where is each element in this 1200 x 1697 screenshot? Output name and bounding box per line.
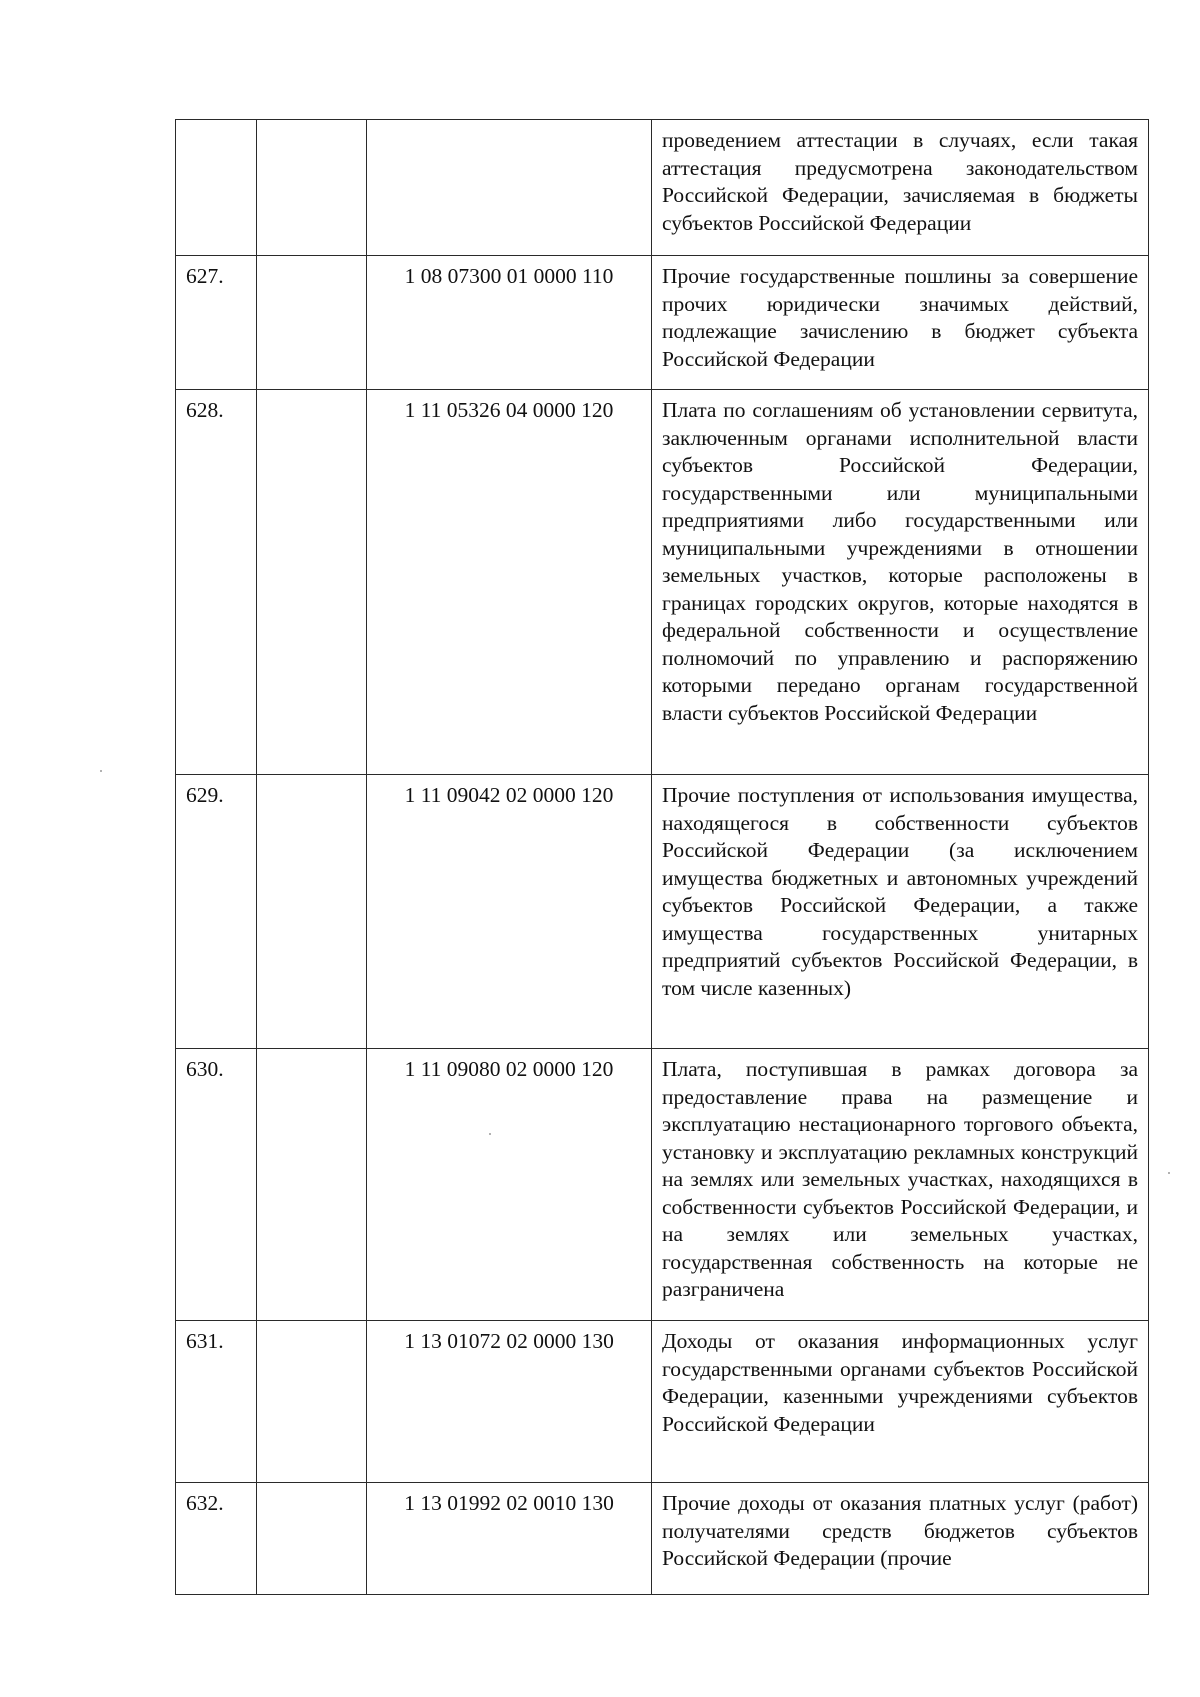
- table-row: [176, 1483, 1149, 1595]
- row-number: 631.: [176, 1321, 257, 1483]
- table-row: [176, 390, 1149, 775]
- row-number: 627.: [176, 256, 257, 390]
- revenue-code: 1 11 05326 04 0000 120: [367, 390, 652, 775]
- code-cell: [367, 120, 652, 256]
- revenue-code: 1 13 01072 02 0000 130: [367, 1321, 652, 1483]
- revenue-code: 1 13 01992 02 0010 130: [367, 1483, 652, 1595]
- table-row: [176, 1049, 1149, 1321]
- empty-cell: [257, 775, 367, 1049]
- revenue-description: Плата по соглашениям об установлении сервитута, заключенным органами исполнительной власти субъектов Российской Федерации, государственными или муниципальными предприятиями либо государственными или муниципальными учреждениями в отношении земельных участков, которые расположены в границах городских округов, которые находятся в федеральной собственности и осуществление полномочий по управлению и распоряжению которыми передано органам государственной власти субъектов Российской Федерации: [652, 390, 1149, 775]
- revenue-code: 1 08 07300 01 0000 110: [367, 256, 652, 390]
- revenue-description: Прочие государственные пошлины за совершение прочих юридически значимых действий, подлежащие зачислению в бюджет субъекта Российской Федерации: [652, 256, 1149, 390]
- scan-speck: [489, 1133, 491, 1135]
- row-number: 628.: [176, 390, 257, 775]
- description-cell: проведением аттестации в случаях, если такая аттестация предусмотрена законодательством Российской Федерации, зачисляемая в бюджеты субъектов Российской Федерации: [652, 120, 1149, 256]
- scan-speck: [100, 770, 102, 772]
- revenue-description: Прочие поступления от использования имущества, находящегося в собственности субъектов Российской Федерации (за исключением имущества бюджетных и автономных учреждений субъектов Российской Федерации, а также имущества государственных унитарных предприятий субъектов Российской Федерации, в том числе казенных): [652, 775, 1149, 1049]
- revenue-code: 1 11 09042 02 0000 120: [367, 775, 652, 1049]
- revenue-description: Доходы от оказания информационных услуг государственными органами субъектов Российской Федерации, казенными учреждениями субъектов Российской Федерации: [652, 1321, 1149, 1483]
- revenue-code: 1 11 09080 02 0000 120: [367, 1049, 652, 1321]
- revenue-description: Прочие доходы от оказания платных услуг (работ) получателями средств бюджетов субъектов Российской Федерации (прочие: [652, 1483, 1149, 1595]
- table-row: [176, 1321, 1149, 1483]
- number-cell: [176, 120, 257, 256]
- row-number: 629.: [176, 775, 257, 1049]
- table-row: [176, 256, 1149, 390]
- revenue-description: Плата, поступившая в рамках договора за предоставление права на размещение и эксплуатацию нестационарного торгового объекта, установку и эксплуатацию рекламных конструкций на землях или земельных участках, находящихся в собственности субъектов Российской Федерации, и на землях или земельных участках, государственная собственность на которые не разграничена: [652, 1049, 1149, 1321]
- revenue-codes-table: [175, 119, 1149, 1595]
- empty-cell: [257, 390, 367, 775]
- table-row-continuation: [176, 120, 1149, 256]
- empty-cell: [257, 1483, 367, 1595]
- empty-cell: [257, 1049, 367, 1321]
- empty-cell: [257, 256, 367, 390]
- row-number: 630.: [176, 1049, 257, 1321]
- row-number: 632.: [176, 1483, 257, 1595]
- scan-speck: [1168, 1172, 1170, 1174]
- empty-cell: [257, 120, 367, 256]
- table-row: [176, 775, 1149, 1049]
- empty-cell: [257, 1321, 367, 1483]
